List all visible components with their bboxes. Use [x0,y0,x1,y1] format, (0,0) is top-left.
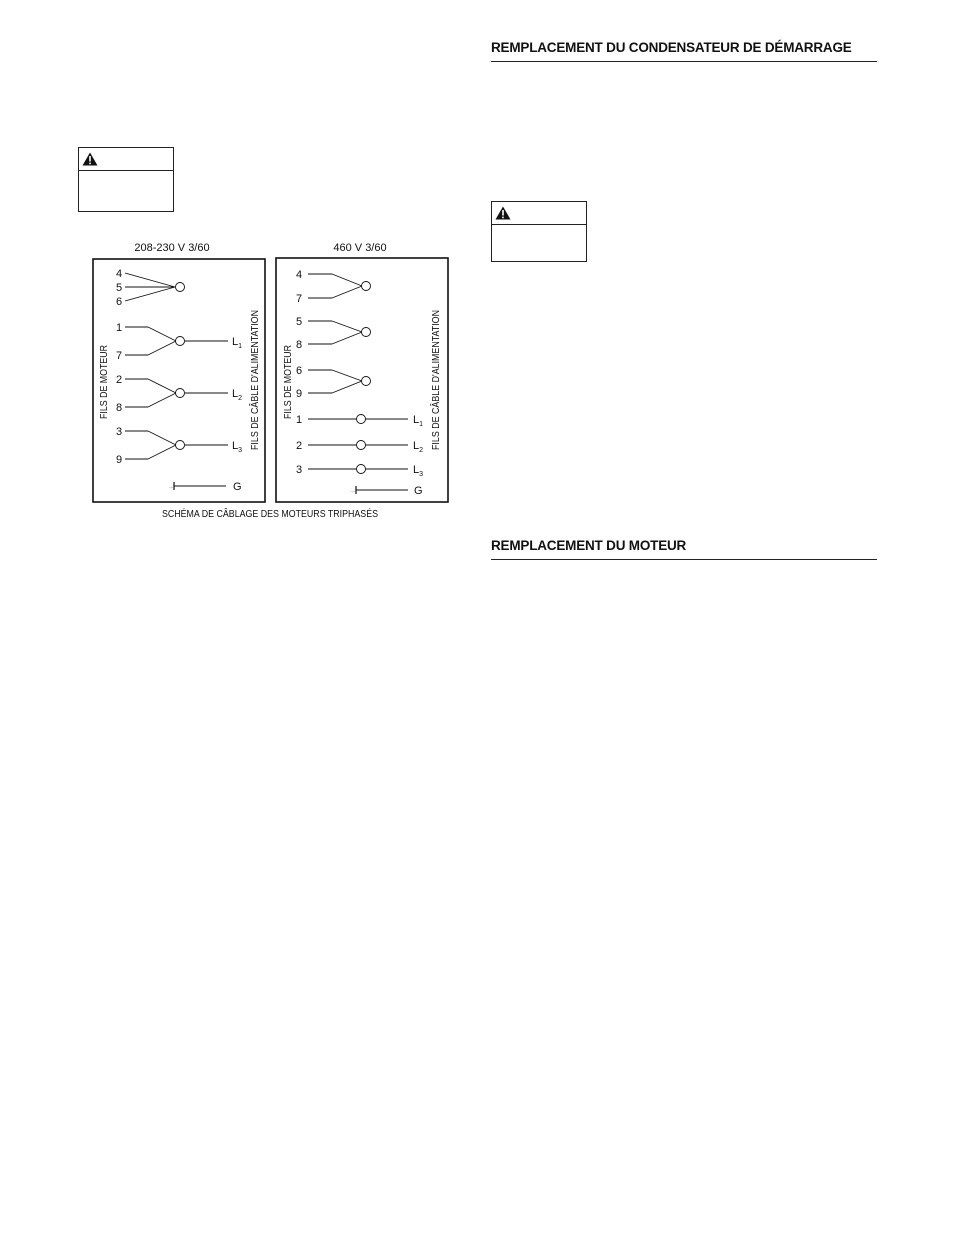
line-label-l1: $L_1$ [232,336,243,350]
motor-leads-label-right: FILS DE MOTEUR [283,335,294,419]
right-line-labels [413,414,423,497]
lead-number: 3 [116,426,123,438]
left-lead-numbers [116,268,122,466]
lead-number: 1 [296,414,303,426]
lead-number: 9 [116,454,123,466]
supply-leads-label-left: FILS DE CÂBLE D'ALIMENTATION [250,292,261,450]
terminal-node [176,389,185,398]
ground-symbol: ·· [351,489,355,495]
lead-number: 2 [296,440,303,452]
lead-number: 9 [296,388,303,400]
lead-number: 6 [296,365,303,377]
warning-box-right [491,201,587,262]
line-label-l1: $L_1$ [413,414,424,428]
warning-header [79,148,173,171]
ground-label: G [233,481,242,493]
lead-number: 4 [116,268,123,280]
left-panel-title: 208-230 V 3/60 [134,242,210,254]
line-label-l3: $L_3$ [232,440,243,454]
lead-number: 7 [116,350,123,362]
lead-number: 5 [296,316,303,328]
left-panel-wiring [125,273,228,490]
warning-triangle-icon [495,206,511,220]
line-label-l2: $L_2$ [413,440,424,454]
terminal-node [357,415,366,424]
right-lead-numbers [296,269,302,476]
right-panel-title: 460 V 3/60 [333,242,387,254]
warning-triangle-icon [82,152,98,166]
terminal-node [176,441,185,450]
lead-number: 1 [116,322,123,334]
ground-symbol: ·· [169,485,173,491]
diagram-caption: SCHÉMA DE CÂBLAGE DES MOTEURS TRIPHASÉS [162,509,407,520]
terminal-node [176,337,185,346]
terminal-node [362,377,371,386]
lead-number: 2 [116,374,123,386]
wiring-diagram [80,232,460,524]
terminal-node [362,282,371,291]
terminal-node [357,441,366,450]
right-panel-wiring [308,274,408,494]
lead-number: 8 [116,402,123,414]
lead-number: 6 [116,296,123,308]
lead-number: 3 [296,464,303,476]
supply-leads-label-right: FILS DE CÂBLE D'ALIMENTATION [431,292,442,450]
warning-box-left [78,147,174,212]
section-title-motor-replacement: REMPLACEMENT DU MOTEUR [491,538,877,560]
warning-header [492,202,586,225]
motor-leads-label-left: FILS DE MOTEUR [99,335,110,419]
section-title-start-capacitor: REMPLACEMENT DU CONDENSATEUR DE DÉMARRAGE [491,40,877,62]
lead-number: 7 [296,293,303,305]
terminal-node [362,328,371,337]
terminal-node [176,283,185,292]
line-label-l2: $L_2$ [232,388,243,402]
left-line-labels [232,336,242,493]
lead-number: 4 [296,269,303,281]
ground-label: G [414,485,423,497]
line-label-l3: $L_3$ [413,464,424,478]
lead-number: 5 [116,282,123,294]
terminal-node [357,465,366,474]
lead-number: 8 [296,339,303,351]
